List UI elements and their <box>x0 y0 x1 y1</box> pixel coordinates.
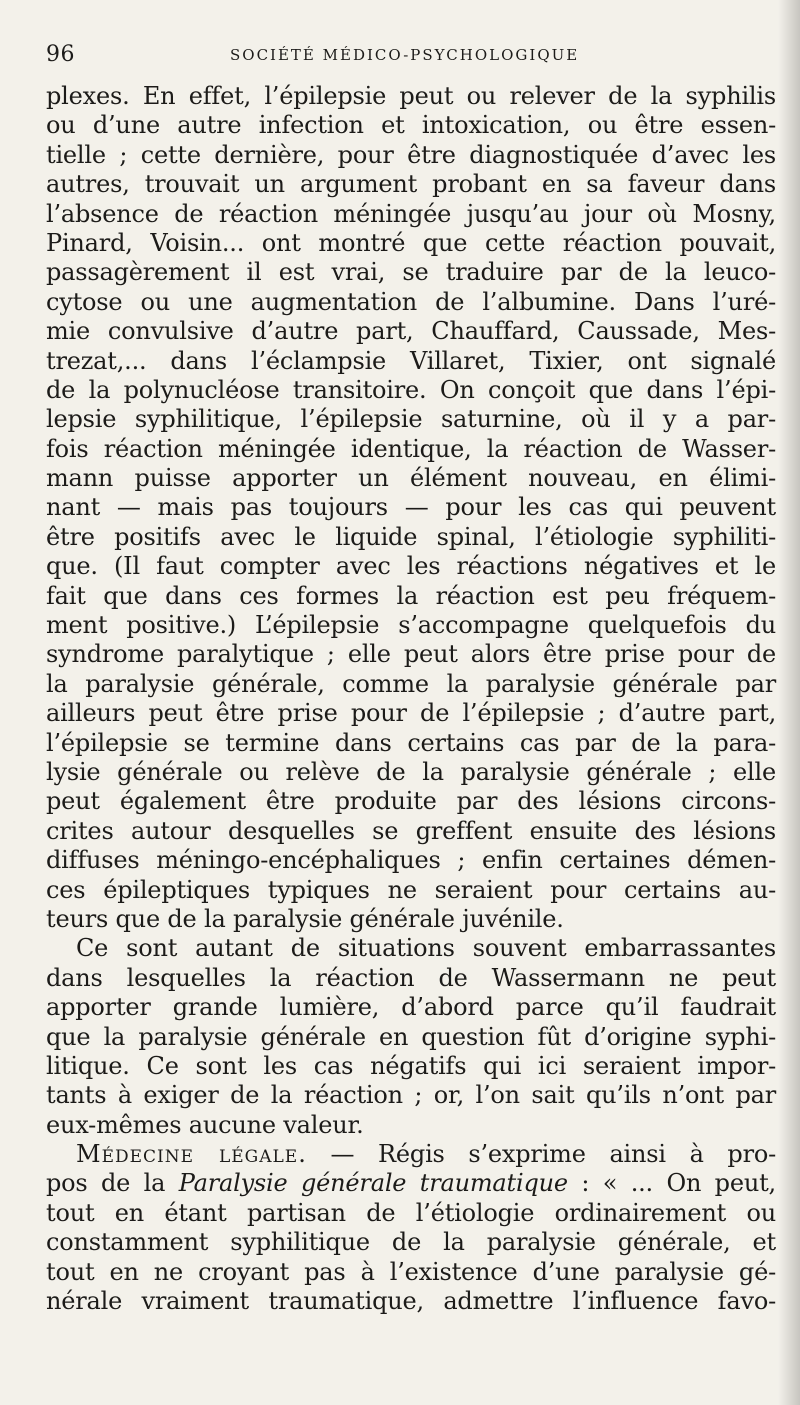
page-edge-shadow <box>778 0 800 1405</box>
text-line: que la paralysie générale en question fût d’origine syphi- <box>46 1022 776 1051</box>
text-line: que. (Il faut compter avec les réactions négatives et le <box>46 552 776 581</box>
text-line: fait que dans ces formes la réaction est peu fréquem- <box>46 581 776 610</box>
page-number: 96 <box>46 42 75 67</box>
text-line: l’épilepsie se termine dans certains cas par de la para- <box>46 728 776 757</box>
text-line: fois réaction méningée identique, la réaction de Wasser- <box>46 434 776 463</box>
text-line: tout en ne croyant pas à l’existence d’une paralysie gé- <box>46 1257 776 1286</box>
text-line: lysie générale ou relève de la paralysie générale ; elle <box>46 757 776 786</box>
text-line: tants à exiger de la réaction ; or, l’on sait qu’ils n’ont par <box>46 1081 776 1110</box>
text-line: diffuses méningo-encéphaliques ; enfin certaines démen- <box>46 846 776 875</box>
section-intro: — Régis s’exprime ainsi à pro- <box>306 1140 776 1169</box>
text-line: autres, trouvait un argument probant en sa faveur dans <box>46 170 776 199</box>
text-line: ou d’une autre infection et intoxication, ou être essen- <box>46 111 776 140</box>
running-header <box>46 42 760 72</box>
text-line: nérale vraiment traumatique, admettre l’influence favo- <box>46 1287 776 1316</box>
text-line: ment positive.) L’épilepsie s’accompagne quelquefois du <box>46 611 776 640</box>
text-line: de la polynucléose transitoire. On conçoit que dans l’épi- <box>46 375 776 404</box>
text-line: litique. Ce sont les cas négatifs qui ici seraient impor- <box>46 1051 776 1080</box>
text-line: constamment syphilitique de la paralysie générale, et <box>46 1228 776 1257</box>
text-line: mann puisse apporter un élément nouveau, en élimi- <box>46 464 776 493</box>
text-line: Pinard, Voisin... ont montré que cette réaction pouvait, <box>46 228 776 257</box>
running-title: SOCIÉTÉ MÉDICO-PSYCHOLOGIQUE <box>230 46 580 64</box>
text-line: Ce sont autant de situations souvent embarrassantes <box>76 934 776 963</box>
text-line: plexes. En effet, l’épilepsie peut ou relever de la syphilis <box>46 82 776 110</box>
text-line: la paralysie générale, comme la paralysie générale par <box>46 669 776 698</box>
text-span: : « ... On peut, <box>567 1169 776 1198</box>
section-heading-line <box>46 1140 776 1169</box>
text-line: teurs que de la paralysie générale juvénile. <box>46 904 564 933</box>
text-line: nant — mais pas toujours — pour les cas qui peuvent <box>46 493 776 522</box>
text-line: lepsie syphilitique, l’épilepsie saturnine, où il y a par- <box>46 405 776 434</box>
text-line: dans lesquelles la réaction de Wassermann ne peut <box>46 963 776 992</box>
text-line: cytose ou une augmentation de l’albumine. Dans l’uré- <box>46 287 776 316</box>
text-line: eux-mêmes aucune valeur. <box>46 1110 364 1139</box>
text-line: ailleurs peut être prise pour de l’épilepsie ; d’autre part, <box>46 699 776 728</box>
text-line: tout en étant partisan de l’étiologie ordinairement ou <box>46 1198 776 1227</box>
text-line: apporter grande lumière, d’abord parce qu’il faudrait <box>46 993 776 1022</box>
text-line: trezat,... dans l’éclampsie Villaret, Tixier, ont signalé <box>46 346 776 375</box>
section-heading: Médecine légale. <box>76 1140 307 1169</box>
text-span: pos de la <box>46 1169 179 1198</box>
text-line: ces épileptiques typiques ne seraient pour certains au- <box>46 875 776 904</box>
text-line: mie convulsive d’autre part, Chauffard, Caussade, Mes- <box>46 317 776 346</box>
text-line: être positifs avec le liquide spinal, l’étiologie syphiliti- <box>46 522 776 551</box>
body-text <box>46 82 776 1316</box>
text-line: l’absence de réaction méningée jusqu’au jour où Mosny, <box>46 199 776 228</box>
cited-title: Paralysie générale traumatique <box>178 1169 568 1198</box>
text-line: passagèrement il est vrai, se traduire par de la leuco- <box>46 258 776 287</box>
text-line: syndrome paralytique ; elle peut alors être prise pour de <box>46 640 776 669</box>
section-title-line <box>46 1169 776 1198</box>
text-line: peut également être produite par des lésions circons- <box>46 787 776 816</box>
text-line: tielle ; cette dernière, pour être diagnostiquée d’avec les <box>46 140 776 169</box>
text-line: crites autour desquelles se greffent ensuite des lésions <box>46 816 776 845</box>
